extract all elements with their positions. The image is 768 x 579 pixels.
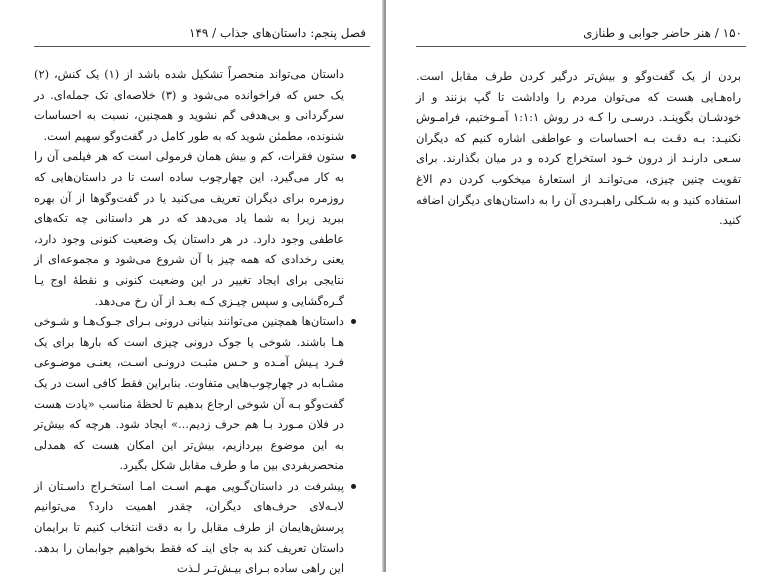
left-bullet-3-text: پیشرفت در داستان‌گـویی مهـم اسـت امـا استخـراج داسـتان از لابـه‌لای حرف‌های دیگران، چقدر اهمیت دارد؟ می‌توانیم پرسش‌هایمان از طرف مقابل را به دقت انتخاب کنیم تا برایمان داستان تعریف کند به جای اینـ که فقط بخواهیم جوابمان را بدهد. این راهی ساده بـرای بیـش‌تـر لـذت xyxy=(34,478,344,576)
bullet-dot-icon xyxy=(351,319,356,324)
right-page-header: ۱۵۰ / هنر حاضر جوابی و طنازی xyxy=(583,26,742,40)
left-page xyxy=(0,0,384,576)
left-page-body xyxy=(34,64,344,579)
left-bullet-1-text: ستون فقرات، کم و بیش همان فرمولی است که هر فیلمی آن را به کار می‌گیرد. این چهارچوب ساده است تا در داستان‌هایی که روزمره برای دیگران تعریف می‌کنید یا در گفت‌وگوها از آن بهره ببرید زیرا به شما یاد می‌دهد که در هر داستانی چه تکه‌های عاطفی وجود دارد. در هر داستان یک وضعیت کنونی وجود دارد، یعنی رخدادی که همه چیز با آن شروع می‌شود و مجموعه‌ای از نتایجی برای ایجاد تغییر در این وضعیت کنونی و نقطهٔ اوج یـا گـره‌گشایی و سپس چیـزی کـه بعـد از آن رخ می‌دهد. xyxy=(34,149,344,308)
left-bullet-3 xyxy=(34,476,344,579)
right-paragraph-1: بردن از یک گفت‌وگو و بیش‌تر درگیر کردن طرف مقابل است. راه‌هـایی هست که می‌توان مردم را واداشت تا گپ بزنند و از خودشـان بگوینـد. درسـی را کـه در روش ۱:۱:۱ آمـوختیم، فرامـوش نکنیـد: بـه دقـت بـه احساسات و عواطفی اشاره کنیم که دیگران سـعی دارنـد از درون خـود استخراج کرده و در میان بگذارند. برای تقویت چنین چیزی، می‌توانـد از استعارهٔ میخکوب کردن دم الاغ استفاده کنید و به شـکلی راهبـردی آن را به داستان‌های دیگران اضافه کنید. xyxy=(416,69,741,228)
left-bullet-2 xyxy=(34,311,344,476)
left-page-header: فصل پنجم: داستان‌های جذاب / ۱۴۹ xyxy=(189,26,366,40)
bullet-dot-icon xyxy=(351,154,356,159)
left-paragraph-1: داستان می‌تواند منحصراً تشکیل شده باشد از (۱) یک کنش، (۲) یک حس که فراخوانده می‌شود و (۳) خلاصه‌ای تک جمله‌ای. در سرگردانی و بی‌هدفی گم نشوید و همچنین، نسبت به احساسات شنونده، مطمئن شوید که به طور کامل در گفت‌وگو سهیم است. xyxy=(34,67,344,143)
left-header-rule xyxy=(34,46,370,47)
right-header-rule xyxy=(416,46,746,47)
right-page xyxy=(386,0,768,572)
left-bullet-2-text: داستان‌ها همچنین می‌توانند بنیانی درونی بـرای جـوک‌هـا و شـوخی‌ هـا باشند. شوخی یا جوک درونی چیزی است که بارها برای یک فـرد پـیش آمـده و حـس مثبـت درونـی اسـت، یعنـی موضـوعی مشـابه در چهارچوب‌هایی متفاوت. بنابراین فقط کافی است در یک گفت‌وگو بـه آن شوخی ارجاع بدهیم تا لحظهٔ مناسب «یادت هست در فلان مـورد بـا هم حرف زدیم...» ایجاد شود. هرچه که بیش‌تر به این موضوع بپردازیم، بیش‌تر این امکان هست که همدلی منحصربفردی بین ما و طرف مقابل شکل بگیرد. xyxy=(34,314,344,473)
bullet-dot-icon xyxy=(351,484,356,489)
left-bullet-1 xyxy=(34,146,344,311)
right-page-body xyxy=(416,66,741,231)
